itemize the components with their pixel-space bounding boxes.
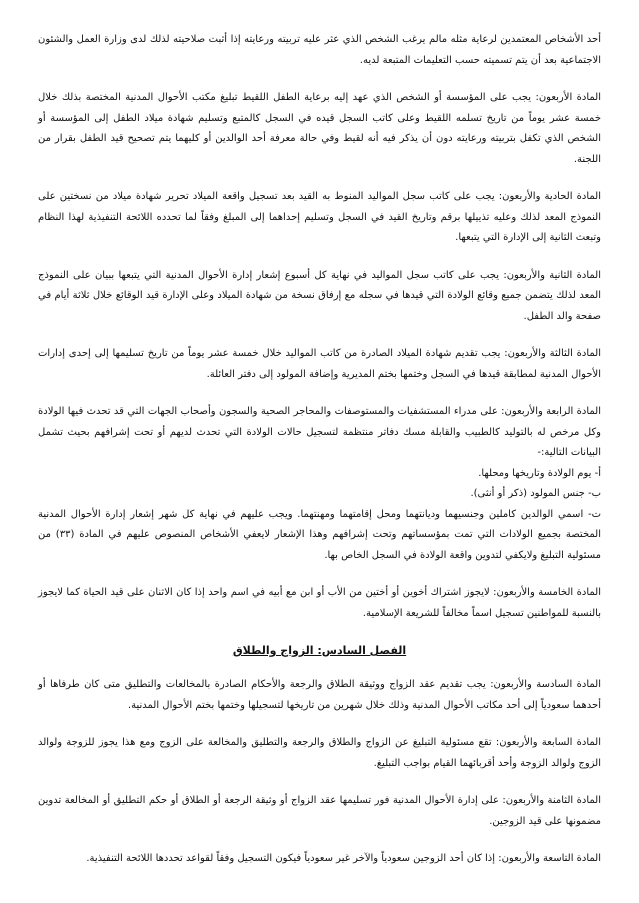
article-43: المادة الثالثة والأربعون: يجب تقديم شهادة الميلاد الصادرة من كاتب المواليد خلال خمسة عشر يوماً من تاريخ تسليمها إلى إحدى إدارات الأحوال المدنية لمطابقة قيدها في السجل وختمها بختم المديرية وإضافة المولود إلى دفتر العائلة.: [38, 348, 601, 380]
section-title: الفصل السادس: الزواج والطلاق: [232, 644, 407, 657]
list-item-c: ت- اسمي الوالدين كاملين وجنسيهما وديانتهما ومحل إقامتهما ومهنتهما. ويجب عليهم في نهاية كل شهر إشعار إدارة الأحوال المدنية المختصة بجميع الولادات التي تمت بمؤسساتهم وتحت إشرافهم وهذا الإشعار لايعفي الأشخاص المنصوص عليهم في المادة (٣٣) من مسئولية التبليغ ولايكفي لتدوين واقعة الولادة في السجل الخاص بها.: [38, 508, 602, 561]
article-49: المادة التاسعة والأربعون: إذا كان أحد الزوجين سعودياً والآخر غير سعودياً فيكون التسجيل وفقاً لقواعد تحددها اللائحة التنفيذية.: [86, 853, 601, 864]
article-46: المادة السادسة والأربعون: يجب تقديم عقد الزواج ووثيقة الطلاق والرجعة والأحكام الصادرة بالمخالعات والتطليق متى كان طرفاها أو أحدهما سعودياً إلى أحد مكاتب الأحوال المدنية وذلك خلال شهرين من تاريخها لتسجيلها وختمها بختم الأحوال المدنية.: [38, 679, 601, 711]
document-page: [38, 30, 601, 887]
article-47: المادة السابعة والأربعون: تقع مسئولية التبليغ عن الزواج والطلاق والرجعة والتطليق والمخالعة على الزوج ومع هذا يجوز للزوجة ولوالد الزوج ولوالد الزوجة وأحد أقربائهما القيام بواجب التبليغ.: [38, 737, 601, 769]
article-42: المادة الثانية والأربعون: يجب على كاتب سجل المواليد في نهاية كل أسبوع إشعار إدارة الأحوال المدنية التي يتبعها ببيان على النموذج المعد لذلك يتضمن جميع وقائع الولادة التي قيدها في سجله مع إرفاق نسخة من شهادة الميلاد وعلى الإدارة قيد الوقائع خلال ثلاثة أيام في صفحة والد الطفل.: [38, 269, 601, 322]
article-44: المادة الرابعة والأربعون: على مدراء المستشفيات والمستوصفات والمحاجر الصحية والسجون وأصحاب الجهات التي قد تحدث فيها الولادة وكل مرخص له بالتوليد كالطبيب والقابلة مسك دفاتر منتظمة لتسجيل حالات الولادة التي تحدث لديهم أو تحت إشرافهم بحيث تشمل البيانات التالية:-: [38, 406, 601, 458]
list-item-b: ب- جنس المولود (ذكر أو أنثى).: [470, 488, 601, 499]
article-45: المادة الخامسة والأربعون: لايجوز اشتراك أخوين أو أختين من الأب أو ابن مع أبيه في اسم واحد إذا كان الاثنان على قيد الحياة كما لايجوز بالنسبة للمواطنين تسجيل اسماً مخالفاً للشريعة الإسلامية.: [38, 587, 601, 619]
article-40: المادة الأربعون: يجب على المؤسسة أو الشخص الذي عهد إليه برعاية الطفل اللقيط تبليغ مكتب الأحوال المدنية المختصة بذلك خلال خمسة عشر يوماً من تاريخ تسلمه اللقيط وعلى كاتب السجل قيده في السجل كالمتبع وتسليم شهادة ميلاد الطفل إلى المؤسسة أو الشخص الذي تكفل بتربيته ورعايته دون أن يذكر فيه أنه لقيط وفي حالة معرفة أحد الوالدين أو كليهما يتم تصحيح قيد الطفل بقرار من اللجنة.: [38, 92, 601, 165]
article-41: المادة الحادية والأربعون: يجب على كاتب سجل المواليد المنوط به القيد بعد تسجيل واقعة الميلاد تحرير شهادة ميلاد من نسختين على النموذج المعد لذلك وعليه تذييلها برقم وتاريخ القيد في السجل وتسليم إحداهما إلى المبلغ وفقاً لما تحدده اللائحة التنفيذية لهذا النظام وتبعث الثانية إلى الإدارة التي يتبعها.: [38, 191, 601, 243]
article-48: المادة الثامنة والأربعون: على إدارة الأحوال المدنية فور تسليمها عقد الزواج أو وثيقة الرجعة أو الطلاق أو حكم التطليق أو المخالعة تدوين مضمونها على قيد الزوجين.: [38, 795, 601, 827]
paragraph-continuation: أحد الأشخاص المعتمدين لرعاية مثله مالم يرغب الشخص الذي عثر عليه تربيته ورعايته إذا أثبت صلاحيته لذلك لدى وزارة العمل والشئون الاجتماعية بعد أن يتم تسميته حسب التعليمات المتبعة لديه.: [38, 34, 601, 66]
list-item-a: أ- يوم الولادة وتاريخها ومحلها.: [478, 467, 601, 479]
